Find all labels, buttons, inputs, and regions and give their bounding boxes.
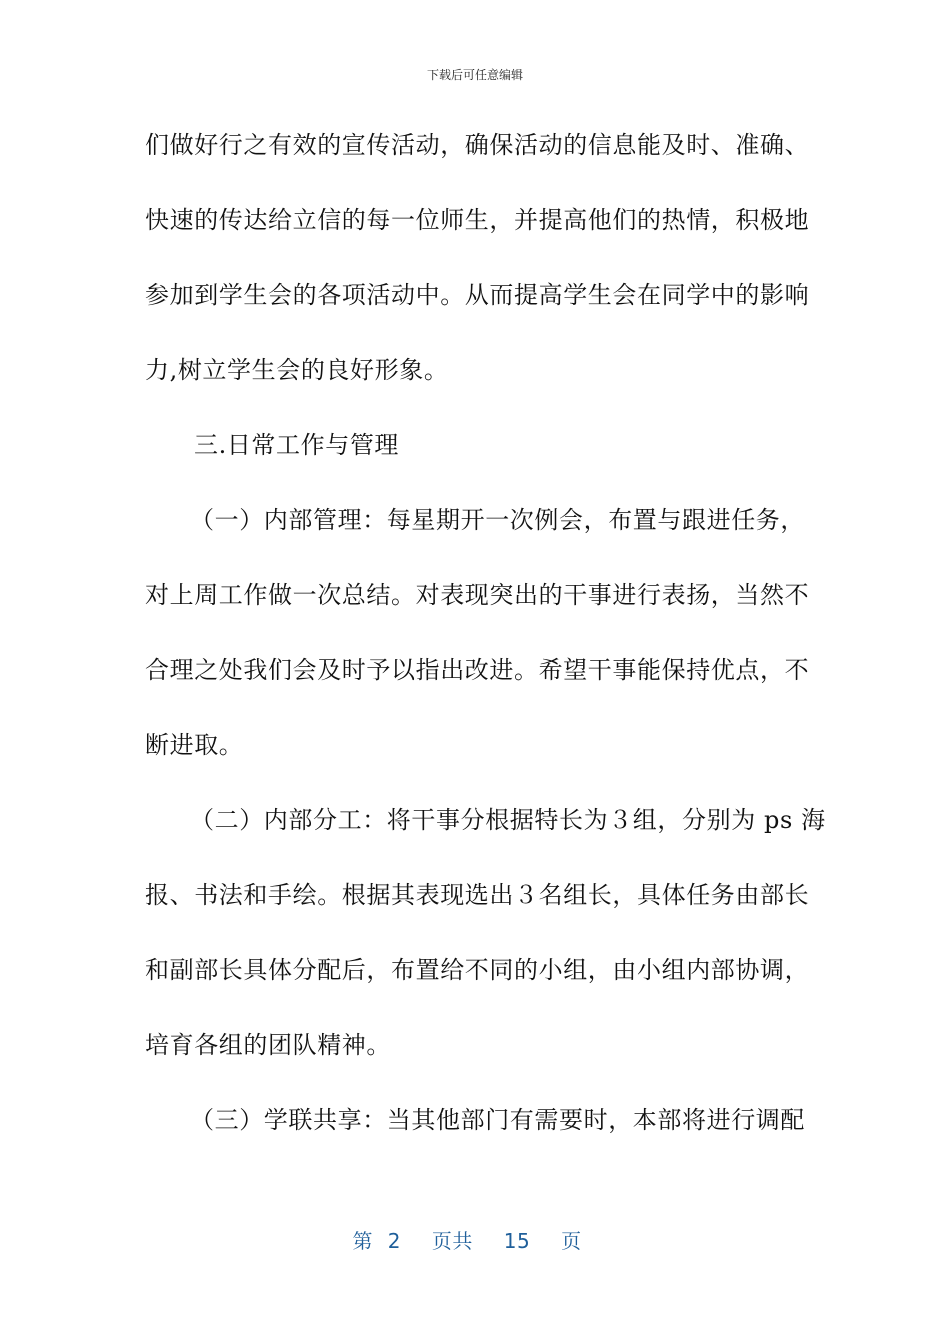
body-line: （三）学联共享：当其他部门有需要时，本部将进行调配 [190,1106,805,1134]
body-line: 对上周工作做一次总结。对表现突出的干事进行表扬，当然不 [145,581,810,609]
body-line: （二）内部分工：将干事分根据特长为３组，分别为 ps 海 [190,806,826,834]
footer-prefix: 第 [352,1229,373,1253]
section-heading: 三.日常工作与管理 [194,431,400,459]
body-line: 力,树立学生会的良好形象。 [145,356,449,384]
body-line: 断进取。 [145,731,244,759]
body-line: （一）内部管理：每星期开一次例会，布置与跟进任务， [190,506,805,534]
body-line: 和副部长具体分配后，布置给不同的小组，由小组内部协调， [145,956,810,984]
body-line: 们做好行之有效的宣传活动，确保活动的信息能及时、准确、 [145,131,810,159]
body-line: 参加到学生会的各项活动中。从而提高学生会在同学中的影响 [145,281,810,309]
footer-middle: 页共 [431,1229,473,1253]
body-line: 报、书法和手绘。根据其表现选出３名组长，具体任务由部长 [145,881,810,909]
body-line: 快速的传达给立信的每一位师生，并提高他们的热情，积极地 [145,206,810,234]
body-line: 培育各组的团队精神。 [145,1031,391,1059]
footer-suffix: 页 [561,1229,582,1253]
footer-page-number: 2 [387,1229,402,1253]
footer-total-pages: 15 [503,1229,531,1253]
page-header: 下载后可任意编辑 [426,68,523,82]
page-footer [0,1225,950,1254]
body-line: 合理之处我们会及时予以指出改进。希望干事能保持优点，不 [145,656,810,684]
